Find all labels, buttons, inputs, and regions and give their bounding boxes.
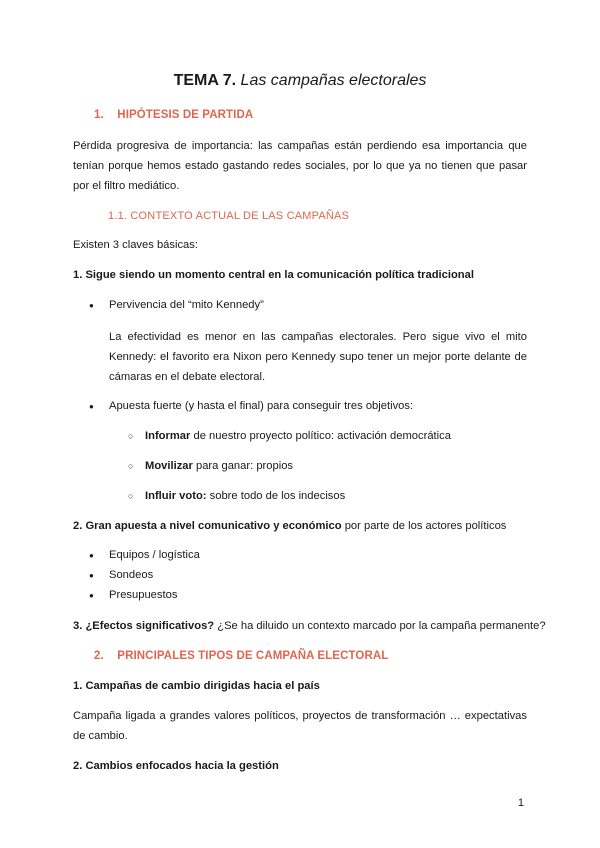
section-label: PRINCIPALES TIPOS DE CAMPAÑA ELECTORAL <box>117 650 389 662</box>
section-number: 2. <box>94 650 104 662</box>
bullet-text: Presupuestos <box>109 589 178 601</box>
tipo-1-text: 1. Campañas de cambio dirigidas hacia el país <box>73 680 320 692</box>
sub-bullet-bold: Informar <box>145 430 191 442</box>
sub-bullet-item <box>128 430 451 442</box>
tipo-2-text: 2. Cambios enfocados hacia la gestión <box>73 760 279 772</box>
clave-2 <box>73 520 506 532</box>
section-label: HIPÓTESIS DE PARTIDA <box>117 109 254 121</box>
sub-bullet-ring-icon: ○ <box>128 431 134 442</box>
clave-3-text: ¿Se ha diluido un contexto marcado por la campaña permanente? <box>214 620 546 632</box>
bullet-item <box>89 549 200 561</box>
bullet-dot-icon: ● <box>89 570 94 580</box>
clave-2-text: por parte de los actores políticos <box>341 520 507 532</box>
bullet-text: Equipos / logística <box>109 549 200 561</box>
title-main: TEMA 7. <box>173 72 237 89</box>
sub-bullet-item <box>128 460 293 472</box>
bullet-text: Sondeos <box>109 569 154 581</box>
sub-bullet-bold: Influir voto: <box>145 490 207 502</box>
sub-bullet-text: para ganar: propios <box>192 460 294 472</box>
section-heading-2 <box>94 650 388 662</box>
subsection-heading: 1.1. CONTEXTO ACTUAL DE LAS CAMPAÑAS <box>108 210 350 222</box>
bullet-item <box>89 400 413 412</box>
clave-2-bold: 2. Gran apuesta a nivel comunicativo y económico <box>73 520 342 532</box>
title-sub: Las campañas electorales <box>240 72 427 89</box>
page-number: 1 <box>517 797 524 809</box>
bullet-dot-icon: ● <box>89 401 94 411</box>
bullet-item <box>89 589 177 601</box>
bullet-item <box>89 299 264 311</box>
sub-bullet-text: de nuestro proyecto político: activación democrática <box>190 430 451 442</box>
clave-1-text: 1. Sigue siendo un momento central en la comunicación política tradicional <box>73 269 474 281</box>
bullet-text: Pervivencia del “mito Kennedy” <box>109 299 264 311</box>
bullet-text: Apuesta fuerte (y hasta el final) para conseguir tres objetivos: <box>109 400 414 412</box>
page-title <box>0 72 600 90</box>
paragraph-hipotesis: Pérdida progresiva de importancia: las campañas están perdiendo esa importancia que tenían porque hemos estado gastando redes sociales, por lo que ya no tienen que pasar por el filtro mediático. <box>73 140 527 192</box>
clave-3 <box>73 620 546 632</box>
sub-bullet-text: sobre todo de los indecisos <box>206 490 346 502</box>
sub-bullet-bold: Movilizar <box>145 460 193 472</box>
section-heading-1 <box>94 109 253 121</box>
bullet-item <box>89 569 153 581</box>
section-number: 1. <box>94 109 104 121</box>
paragraph-tipo-1: Campaña ligada a grandes valores políticos, proyectos de transformación … expectativas de cambio. <box>73 710 527 742</box>
paragraph-kennedy: La efectividad es menor en las campañas electorales. Pero sigue vivo el mito Kennedy: el favorito era Nixon pero Kennedy supo tener un mejor porte delante de cámaras en el debate electoral. <box>109 331 527 383</box>
sub-bullet-item <box>128 490 345 502</box>
clave-1 <box>73 269 474 281</box>
claves-intro: Existen 3 claves básicas: <box>73 239 198 251</box>
bullet-dot-icon: ● <box>89 590 94 600</box>
bullet-dot-icon: ● <box>89 550 94 560</box>
sub-bullet-ring-icon: ○ <box>128 491 134 502</box>
clave-3-bold: 3. ¿Efectos significativos? <box>73 620 215 632</box>
tipo-1 <box>73 680 320 692</box>
bullet-dot-icon: ● <box>89 300 94 310</box>
sub-bullet-ring-icon: ○ <box>128 461 134 472</box>
tipo-2 <box>73 760 279 772</box>
